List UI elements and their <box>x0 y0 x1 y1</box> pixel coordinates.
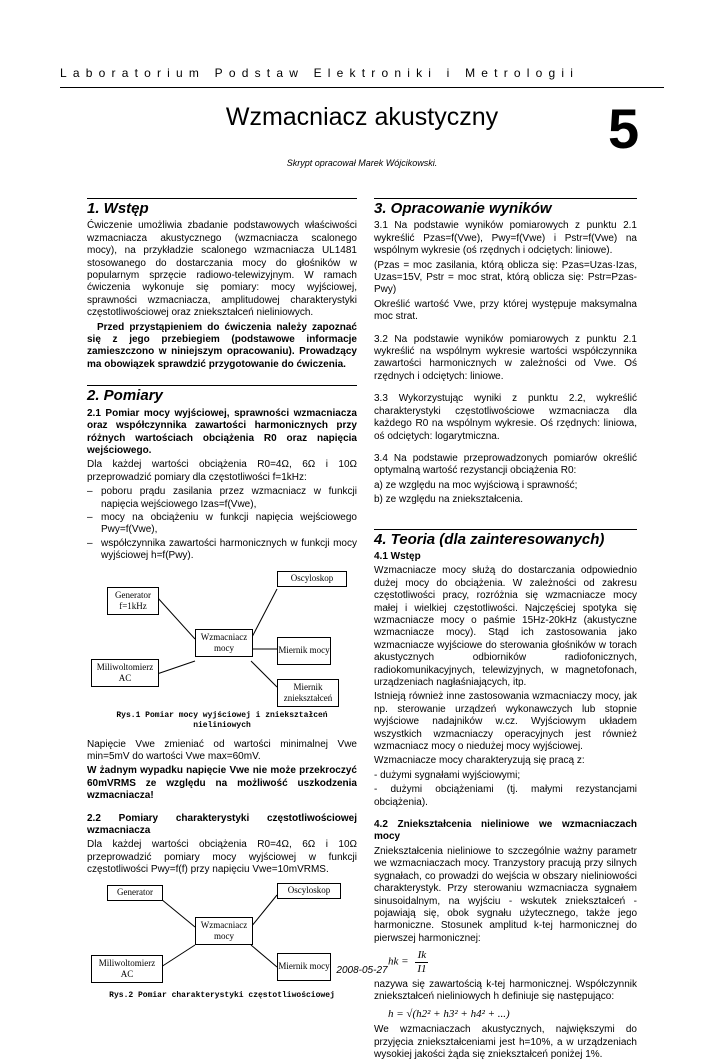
chapter-number: 5 <box>608 97 640 160</box>
frequency-instructions: Dla każdej wartości obciążenia R0=4Ω, 6Ω i 10Ω przeprowadzić pomiary mocy wyjściowej w funkcji częstotliwości Pwy=f(f) przy napięciu Vwe=10mVRMS. <box>87 839 357 876</box>
list-item: – współczynnika zawartości harmonicznych w funkcji mocy wyjściowej h=f(Pwy). <box>101 538 357 563</box>
footer-date: 2008-05-27 <box>336 965 388 976</box>
subsection-2-1-heading: 2.1 Pomiar mocy wyjściowej, sprawności wzmacniacza oraz współczynnika zawartości harmonicznych przy różnych wartościach obciążenia R0 oraz napięcia wejściowego. <box>87 407 357 456</box>
results-3-4-b: b) ze względu na zniekształcenia. <box>374 494 523 506</box>
section-4-heading: 4. Teoria (dla zainteresowanych) <box>374 529 637 546</box>
figure-2-caption: Rys.2 Pomiar charakterystyki częstotliwościowej <box>109 990 335 1000</box>
theory-item-b: - dużymi obciążeniami (tj. małymi rezystancjami obciążenia). <box>374 784 637 808</box>
results-3-1-task: Określić wartość Vwe, przy której występuje maksymalna moc strat. <box>374 298 637 323</box>
subsection-4-1-heading: 4.1 Wstęp <box>374 550 421 562</box>
results-3-2: 3.2 Na podstawie wyników pomiarowych z punktu 2.1 wykreślić na wspólnym wykresie wartości współczynnika zawartości harmonicznych w zależności od Vwe. Oś rzędnych i odciętych: liniowe. <box>374 333 637 382</box>
oscilloscope-box: Oscyloskop <box>277 883 341 899</box>
distortion-limits: We wzmacniaczach akustycznych, największymi do przyjęcia zniekształceniami jest h=10%, a w urządzeniach wysokiej jakości żąda się zniekształceń poniżej 1%. <box>374 1024 637 1060</box>
figure-1-caption: Rys.1 Pomiar mocy wyjściowej i zniekształceń nieliniowych <box>116 710 328 730</box>
subsection-2-2-heading: 2.2 Pomiary charakterystyki częstotliwościowej wzmacniacza <box>87 812 357 836</box>
amplifier-box: Wzmacniacz mocy <box>195 917 253 945</box>
millivoltmeter-box: Miliwoltomierz AC <box>91 659 159 687</box>
theory-paragraph-3: Wzmacniacze mocy charakteryzują się pracą z: <box>374 755 585 767</box>
results-3-4: 3.4 Na podstawie przeprowadzonych pomiarów określić optymalną wartość rezystancji obciążenia R0: <box>374 452 637 477</box>
power-meter-box: Miernik mocy <box>277 953 331 981</box>
left-column <box>87 198 357 1009</box>
results-3-1-note: (Pzas = moc zasilania, którą oblicza się: Pzas=Uzas·Izas, Uzas=15V, Pstr = moc strat, którą oblicza się: Pstr=Pzas-Pwy) <box>374 259 637 296</box>
right-column <box>374 198 637 1063</box>
theory-paragraph-2: Istnieją również inne zastosowania wzmacniaczy mocy, jak np. sterowanie urządzeń wykonawczych lub stopnie wyjściowe nadajników w.cz. Wyjściowym układem wszystkich wzmacniaczy operacyjnych jest również wzmacniacz mocy o niedużej mocy wyjściowej. <box>374 691 637 753</box>
amplifier-box: Wzmacniacz mocy <box>195 629 253 657</box>
power-meter-box: Miernik mocy <box>277 637 331 665</box>
formula-numerator: Ik <box>415 949 428 962</box>
voltage-range-text: Napięcie Vwe zmieniać od wartości minimalnej Vwe min=5mV do wartości Vwe max=60mV. <box>87 738 357 762</box>
figure-1-diagram <box>87 567 357 709</box>
lab-header: Laboratorium Podstaw Elektroniki i Metrologii <box>60 66 580 80</box>
section-1-heading: 1. Wstęp <box>87 198 357 215</box>
formula-denominator: I1 <box>417 962 427 975</box>
section-3-heading: 3. Opracowanie wyników <box>374 198 637 215</box>
formula-lhs: hk = <box>388 955 409 968</box>
results-3-3: 3.3 Wykorzystując wyniki z punktu 2.2, wykreślić charakterystyki częstotliwościowe wzmacniacza dla każdego R0 na wspólnym wykresie. Oś rzędnych: liniowa, oś odciętych: logarytmiczna. <box>374 393 637 442</box>
subsection-4-2-heading: 4.2 Zniekształcenia nieliniowe we wzmacniaczach mocy <box>374 819 637 843</box>
measurement-list <box>87 486 357 562</box>
distortion-formula: h = √(h2² + h3² + h4² + ...) <box>388 1007 510 1020</box>
list-item: – poboru prądu zasilania przez wzmacniacz w funkcji napięcia wejściowego Izas=f(Vwe), <box>101 486 357 511</box>
intro-paragraph: Ćwiczenie umożliwia zbadanie podstawowych właściwości wzmacniacza akustycznego (wzmacniacza scalonego mocy), na przykładzie scalonego wzmacniacza UL1481 stosowanego do dostarczania mocy do głośników w popularnym sprzęcie radiowo-telewizyjnym. W ramach ćwiczenia wykonuje się pomiary: mocy wyjściowej, sprawności wzmacniacza, amplitudowej charakterystyki częstotliwościowej oraz zniekształceń nieliniowych. <box>87 220 357 319</box>
results-3-4-a: a) ze względu na moc wyjściową i sprawność; <box>374 479 578 491</box>
distortion-meter-box: Miernik zniekształceń <box>277 679 339 707</box>
page-title: Wzmacniacz akustyczny <box>225 103 499 131</box>
results-3-1: 3.1 Na podstawie wyników pomiarowych z punktu 2.1 wykreślić Pzas=f(Vwe), Pwy=f(Vwe) i Pstr=f(Vwe) na wspólnym wykresie (oś rzędnych i odciętych: liniowe). <box>374 220 637 257</box>
list-item: – mocy na obciążeniu w funkcji napięcia wejściowego Pwy=f(Vwe), <box>101 512 357 537</box>
theory-item-a: - dużymi sygnałami wyjściowymi; <box>374 769 521 781</box>
intro-warning: Przed przystąpieniem do ćwiczenia należy zapoznać się z jego przebiegiem (podstawowe informacje zamieszczono w niniejszym opracowaniu). Prowadzący ma obowiązek sprawdzić przygotowanie do ćwiczenia. <box>87 321 357 370</box>
harmonic-definition: nazywa się zawartością k-tej harmonicznej. Współczynnik zniekształceń nieliniowych h definiuje się następująco: <box>374 978 637 1003</box>
author-line: Skrypt opracował Marek Wójcikowski. <box>286 158 438 168</box>
oscilloscope-box: Oscyloskop <box>277 571 347 587</box>
millivoltmeter-box: Miliwoltomierz AC <box>91 955 163 983</box>
section-2-heading: 2. Pomiary <box>87 385 357 402</box>
voltage-warning: W żadnym wypadku napięcie Vwe nie może przekroczyć 60mVRMS ze względu na możliwość uszkodzenia wzmacniacza! <box>87 765 357 802</box>
distortion-paragraph: Zniekształcenia nieliniowe to szczególnie ważny parametr we wzmacniaczach mocy. Tranzystory pracują przy silnych sygnałach, co prowadzi do wejścia w obszary nieliniowości charakterystyk. Przy sterowaniu wzmacniacza sygnałem sinusoidalnym, na wyjściu - wskutek zniekształceń - pojawiają się, obok sygnału użytecznego, także jego harmoniczne. Stosunek amplitud k-tej harmonicznej do pierwszej harmonicznej: <box>374 845 637 944</box>
header-rule <box>60 87 664 88</box>
measure-instructions: Dla każdej wartości obciążenia R0=4Ω, 6Ω i 10Ω przeprowadzić pomiary dla częstotliwości f=1kHz: <box>87 459 357 483</box>
theory-paragraph-1: Wzmacniacze mocy służą do dostarczania odpowiednio dużej mocy do obciążenia. W zależności od zakresu częstotliwości pracy, rozróżnia się wzmacniacze mocy małej i wielkiej częstotliwości. Najczęściej spotyka się wzmacniacze mocy o paśmie 15Hz-20kHz (akustyczne wzmacniacze mocy). Stąd ich zastosowania jako wzmacniacze wyjściowe do sterowania głośników w torach akustycznych odbiorników radiofonicznych, radiokomunikacyjnych, telewizyjnych, w magnetofonach, urządzeniach nagłaśniających, itp. <box>374 565 637 688</box>
generator-box: Generator f=1kHz <box>107 587 159 615</box>
generator-box: Generator <box>107 885 163 901</box>
